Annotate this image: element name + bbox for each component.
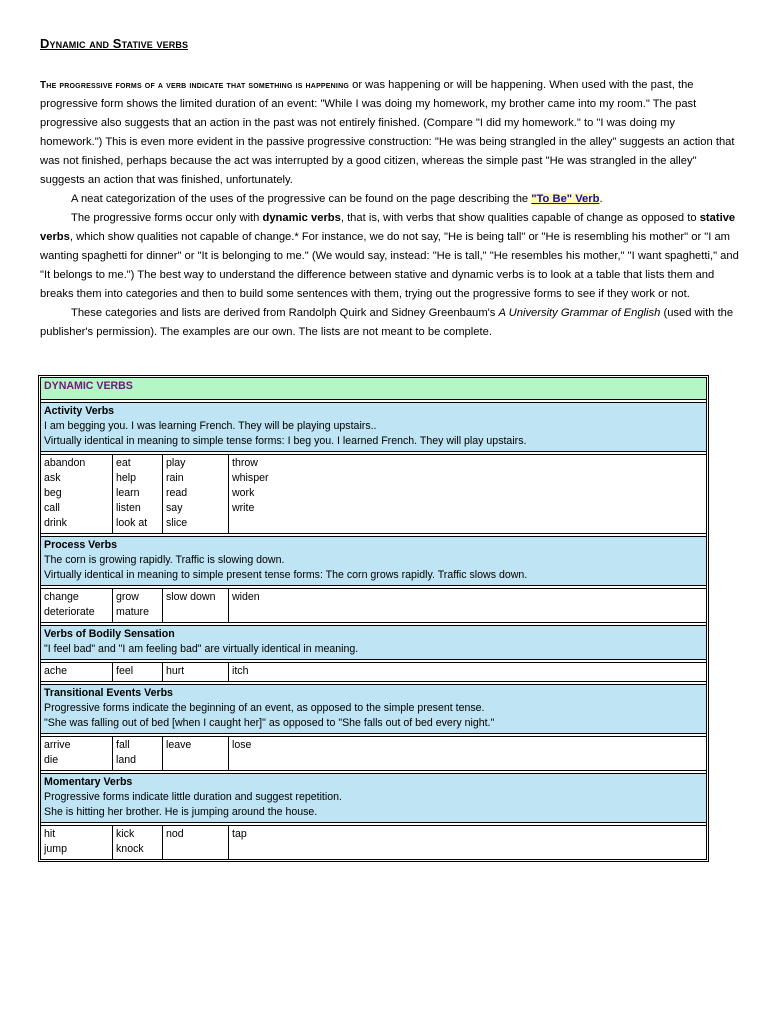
- category-cell: [41, 537, 707, 586]
- verb-column: [41, 663, 113, 682]
- verb-column: [113, 663, 163, 682]
- lead-in: The progressive forms of a verb indicate that something is happening: [40, 80, 349, 91]
- verb-item: help: [116, 472, 137, 484]
- category-title: Transitional Events Verbs: [44, 687, 173, 699]
- intro-paragraph-2: A neat categorization of the uses of the progressive can be found on the page describing the "To Be" Verb.: [71, 193, 603, 205]
- category-row: [41, 537, 707, 586]
- category-description: Progressive forms indicate little duration and suggest repetition.: [44, 791, 342, 803]
- category-title: Activity Verbs: [44, 405, 115, 417]
- verb-column: [113, 455, 163, 534]
- verb-list-row: [41, 663, 707, 682]
- verb-item: slice: [166, 517, 188, 529]
- dynamic-verbs-table: [38, 375, 709, 862]
- intro-text: [40, 76, 740, 342]
- category-description: Virtually identical in meaning to simple present tense forms: The corn grows rapidly. Traffic slows down.: [44, 569, 528, 581]
- verb-item: hit: [44, 828, 56, 840]
- category-cell: [41, 774, 707, 823]
- category-description: She is hitting her brother. He is jumping around the house.: [44, 806, 318, 818]
- verb-column: [163, 589, 229, 623]
- category-description: I am begging you. I was learning French. They will be playing upstairs..: [44, 420, 377, 432]
- book-title: A University Grammar of English: [498, 307, 661, 319]
- verb-column: [229, 663, 707, 682]
- verb-item: beg: [44, 487, 62, 499]
- page-title: Dynamic and Stative verbs: [40, 36, 189, 51]
- verb-column: [229, 589, 707, 623]
- verb-list-row: [41, 589, 707, 623]
- category-description: Progressive forms indicate the beginning of an event, as opposed to the simple present tense.: [44, 702, 485, 714]
- verb-item: widen: [232, 591, 260, 603]
- category-title: Verbs of Bodily Sensation: [44, 628, 175, 640]
- category-description: "I feel bad" and "I am feeling bad" are virtually identical in meaning.: [44, 643, 359, 655]
- verb-item: mature: [116, 606, 149, 618]
- verb-column: [229, 737, 707, 771]
- verb-item: drink: [44, 517, 67, 529]
- category-title: Momentary Verbs: [44, 776, 133, 788]
- intro-paragraph-1: The progressive forms of a verb indicate that something is happening or was happening or will be happening. When used with the past, the progressive form shows the limited duration of an event: "While I was doing my homework, my brother came into my room." The past progressive also suggests that an action in the past was not entirely finished. (Compare "I did my homework." to "I was doing my homework.") This is even more evident in the passive progressive construction: "He was being strangled in the alley" suggests an action that was not finished, perhaps because the act was interrupted by a good citizen, whereas the simple past "He was strangled in the alley" suggests an action that was finished, unfortunately.: [40, 79, 735, 186]
- verb-item: die: [44, 754, 59, 766]
- verb-item: slow down: [166, 591, 216, 603]
- category-cell: [41, 403, 707, 452]
- verb-column: [41, 826, 113, 860]
- category-cell: [41, 685, 707, 734]
- verb-column: [41, 589, 113, 623]
- verb-item: leave: [166, 739, 192, 751]
- verb-list-row: [41, 737, 707, 771]
- verb-item: jump: [44, 843, 67, 855]
- verb-item: whisper: [232, 472, 269, 484]
- verb-item: say: [166, 502, 183, 514]
- verb-item: call: [44, 502, 60, 514]
- verb-list-row: [41, 826, 707, 860]
- term-stative-verbs: stative verbs: [40, 212, 736, 243]
- verb-list-row: [41, 455, 707, 534]
- verb-item: read: [166, 487, 188, 499]
- verb-column: [113, 826, 163, 860]
- verb-item: look at: [116, 517, 148, 529]
- verb-item: play: [166, 457, 186, 469]
- verb-item: feel: [116, 665, 134, 677]
- verb-item: fall: [116, 739, 130, 751]
- table-header: DYNAMIC VERBS: [41, 378, 707, 400]
- category-description: "She was falling out of bed [when I caught her]" as opposed to "She falls out of bed every night.": [44, 717, 495, 729]
- term-dynamic-verbs: dynamic verbs: [262, 212, 341, 224]
- verb-column: [41, 455, 113, 534]
- intro-paragraph-4: These categories and lists are derived from Randolph Quirk and Sidney Greenbaum's A University Grammar of English (used with the publisher's permission). The examples are our own. The lists are not meant to be complete.: [40, 307, 734, 338]
- verb-item: nod: [166, 828, 184, 840]
- verb-item: write: [232, 502, 255, 514]
- verb-column: [41, 737, 113, 771]
- verb-item: land: [116, 754, 137, 766]
- verb-item: tap: [232, 828, 247, 840]
- verb-item: work: [232, 487, 255, 499]
- category-row: [41, 403, 707, 452]
- verb-item: ache: [44, 665, 67, 677]
- verb-item: deteriorate: [44, 606, 95, 618]
- to-be-verb-link[interactable]: "To Be" Verb: [531, 193, 600, 205]
- verb-item: arrive: [44, 739, 71, 751]
- verb-column: [163, 455, 229, 534]
- verb-item: itch: [232, 665, 249, 677]
- category-title: Process Verbs: [44, 539, 118, 551]
- verb-item: lose: [232, 739, 252, 751]
- verb-item: learn: [116, 487, 140, 499]
- category-description: The corn is growing rapidly. Traffic is slowing down.: [44, 554, 285, 566]
- table-header-row: [41, 378, 707, 400]
- category-description: Virtually identical in meaning to simple tense forms: I beg you. I learned French. They will play upstairs.: [44, 435, 527, 447]
- verb-item: kick: [116, 828, 135, 840]
- category-row: [41, 626, 707, 660]
- verb-column: [229, 826, 707, 860]
- verb-item: eat: [116, 457, 131, 469]
- verb-item: change: [44, 591, 79, 603]
- verb-item: ask: [44, 472, 61, 484]
- verb-column: [163, 737, 229, 771]
- intro-paragraph-3: The progressive forms occur only with dynamic verbs, that is, with verbs that show qualities capable of change as opposed to stative verbs, which show qualities not capable of change.* For instance, we do not say, "He is being tall" or "He is resembling his mother" or "I am wanting spaghetti for dinner" or "It is belonging to me." (We would say, instead: "He is tall," "He resembles his mother," "I want spaghetti," and "It belongs to me.") The best way to understand the difference between stative and dynamic verbs is to look at a table that lists them and breaks them into categories and then to build some sentences with them, trying out the progressive forms to see if they work or not.: [40, 212, 739, 300]
- verb-item: hurt: [166, 665, 185, 677]
- category-cell: [41, 626, 707, 660]
- verb-item: rain: [166, 472, 184, 484]
- verb-item: abandon: [44, 457, 86, 469]
- verb-column: [163, 663, 229, 682]
- category-row: [41, 774, 707, 823]
- verb-column: [163, 826, 229, 860]
- verb-column: [229, 455, 707, 534]
- verb-item: throw: [232, 457, 258, 469]
- verb-item: grow: [116, 591, 139, 603]
- verb-item: knock: [116, 843, 144, 855]
- verb-column: [113, 589, 163, 623]
- verb-item: listen: [116, 502, 141, 514]
- category-row: [41, 685, 707, 734]
- verb-column: [113, 737, 163, 771]
